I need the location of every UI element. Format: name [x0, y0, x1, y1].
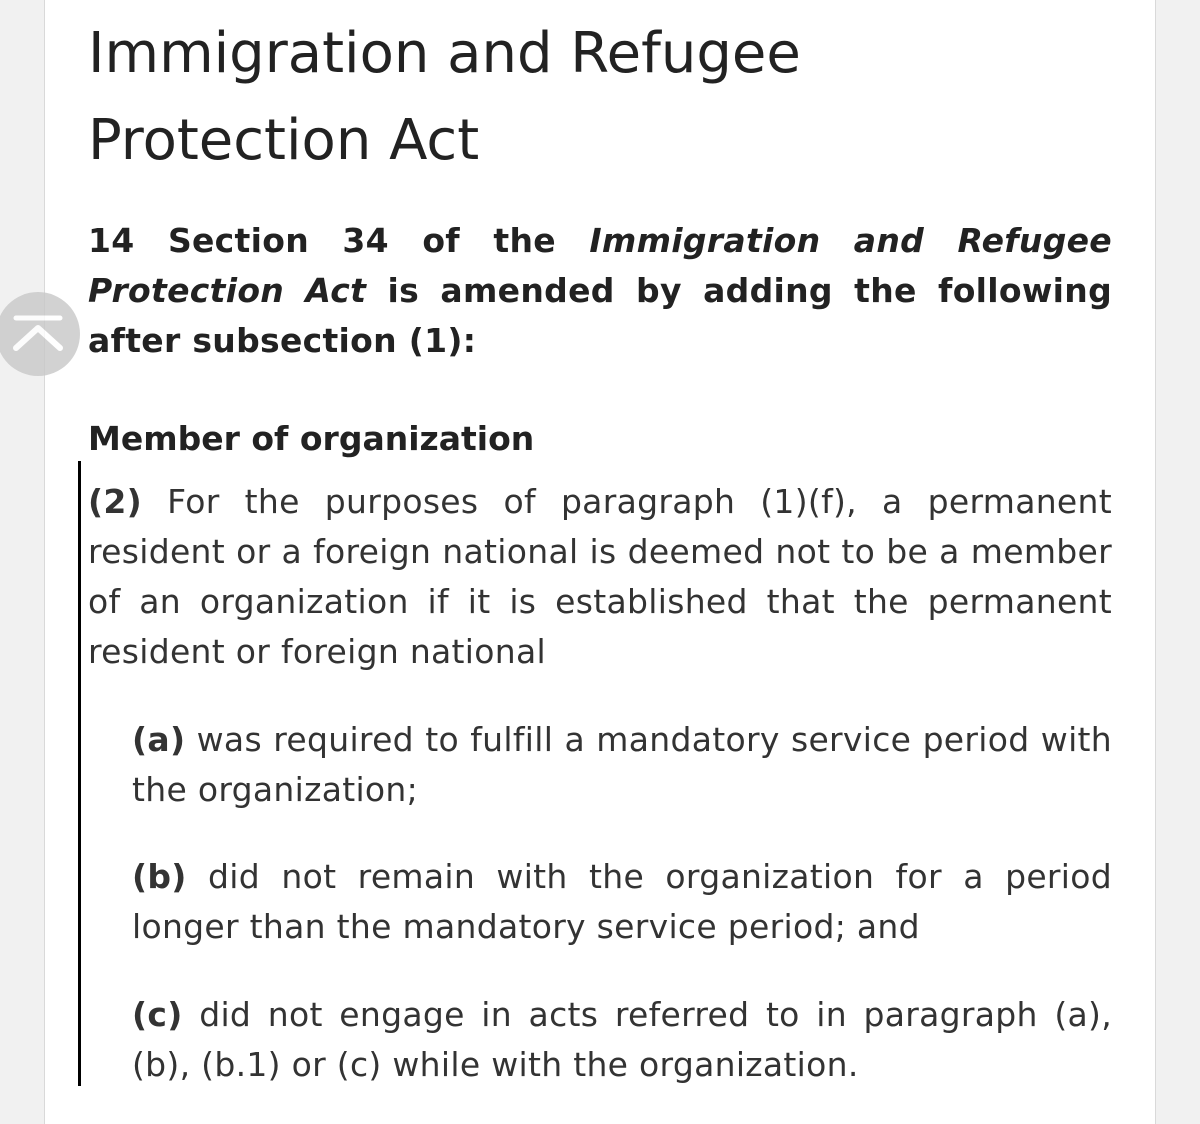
section-text-part-2: is amended by adding the following after subsection (1):	[88, 271, 1112, 360]
page-title: Immigration and Refugee Protection Act	[88, 21, 801, 173]
paragraph-text: was required to fulfill a mandatory service period with the organization;	[132, 720, 1112, 809]
subsection-text: For the purposes of paragraph (1)(f), a permanent resident or a foreign national is deemed not to be a member of an organization if it is established that the permanent resident or foreign national	[88, 482, 1112, 671]
paragraph-label: (a)	[132, 720, 186, 759]
chevron-up-icon	[0, 292, 80, 376]
subsection-2	[88, 477, 1112, 677]
section-14-text	[88, 216, 1112, 366]
paragraph-a	[132, 715, 1112, 815]
act-name-italic: Immigration and Refugee Protection Act	[88, 221, 1112, 310]
marginal-note: Member of organization	[88, 419, 535, 458]
paragraph-text: did not remain with the organization for a period longer than the mandatory service period; and	[132, 857, 1112, 946]
paragraph-b	[132, 852, 1112, 952]
scroll-to-top-button[interactable]	[0, 292, 80, 376]
paragraph-c	[132, 990, 1112, 1090]
paragraph-text: did not engage in acts referred to in paragraph (a), (b), (b.1) or (c) while with the organization.	[132, 995, 1112, 1084]
amendment-change-bar	[78, 461, 81, 1086]
subsection-label: (2)	[88, 482, 143, 521]
section-number: 14	[88, 221, 135, 260]
section-text-part-1: Section 34 of the	[134, 221, 590, 260]
paragraph-label: (c)	[132, 995, 183, 1034]
paragraph-label: (b)	[132, 857, 187, 896]
